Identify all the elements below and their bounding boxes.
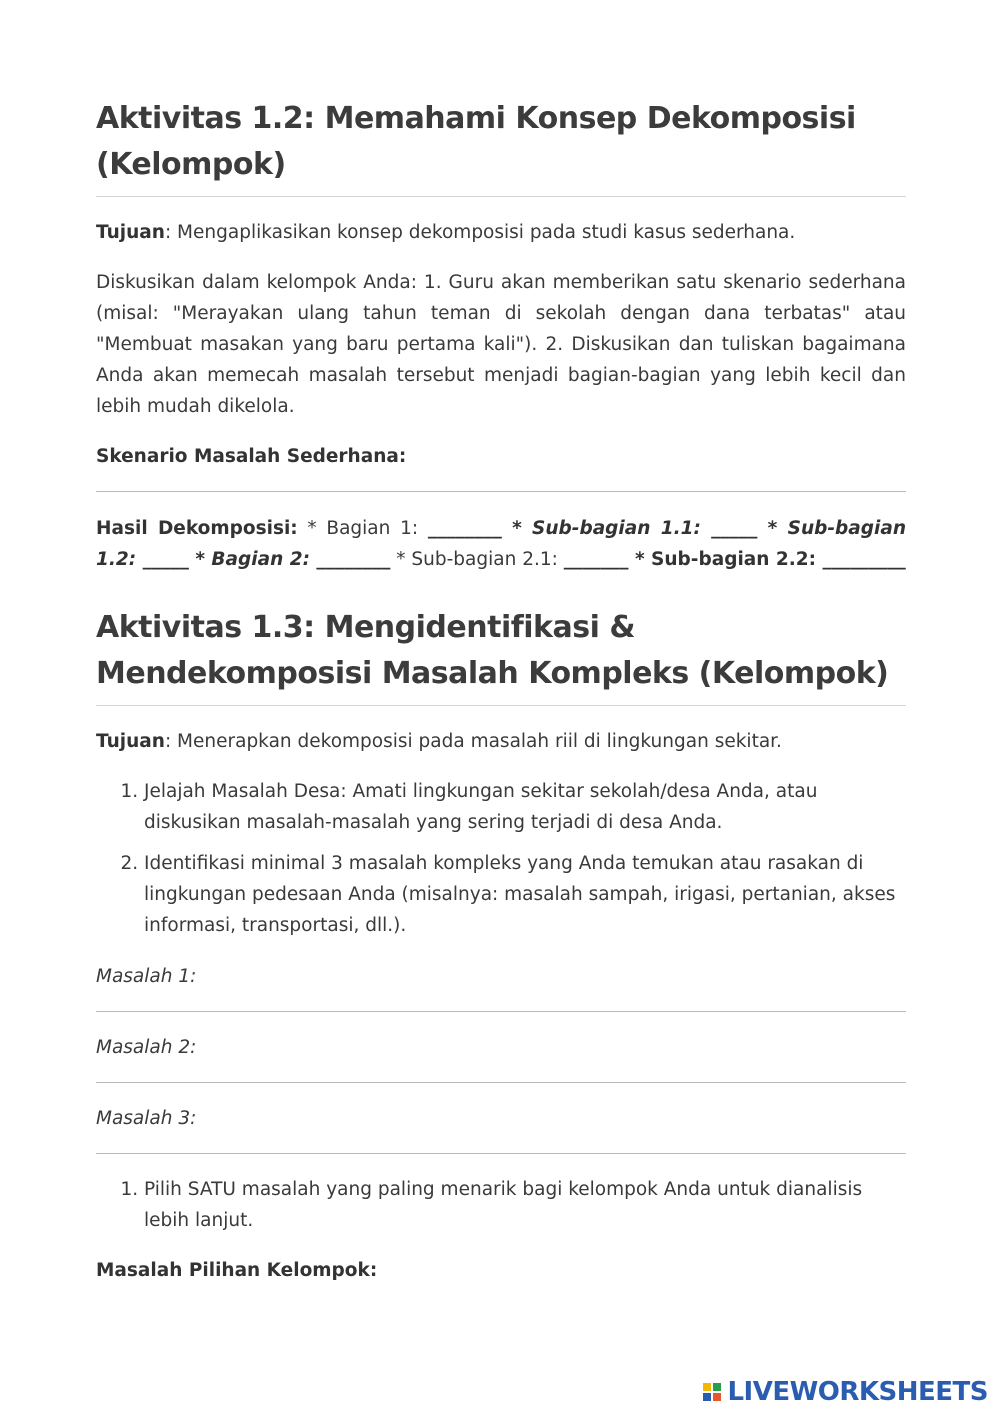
problem-3-label: Masalah 3: — [96, 1108, 197, 1129]
goal-label: Tujuan — [96, 731, 165, 752]
blank-sub-1-1[interactable]: _____ — [711, 518, 758, 539]
blank-sub-2-1[interactable]: _______ — [563, 549, 629, 570]
goal-label: Tujuan — [96, 222, 165, 243]
goal-text: : Mengaplikasikan konsep dekomposisi pada studi kasus sederhana. — [164, 222, 796, 243]
logo-cube — [703, 1383, 711, 1391]
problem-1-answer-line[interactable] — [96, 1011, 906, 1012]
scenario-answer-line[interactable] — [96, 491, 906, 492]
decomposition-result: Hasil Dekomposisi: * Bagian 1: ________ * Sub-bagian 1.1: _____ * Sub-bagian 1.2: _____ * Bagian 2: ________ * Sub-bagian 2.1: _______ * Sub-bagian 2.2: _________ — [96, 518, 907, 570]
list-item: 1. Jelajah Masalah Desa: Amati lingkungan sekitar sekolah/desa Anda, atau diskusikan masalah-masalah yang sering terjadi di desa Anda. — [144, 776, 906, 838]
list-item: 1. Pilih SATU masalah yang paling menarik bagi kelompok Anda untuk dianalisis lebih lanjut. — [144, 1174, 906, 1236]
logo-cube — [703, 1393, 711, 1401]
activity-1-3-title: Aktivitas 1.3: Mengidentifikasi & Mendekomposisi Masalah Kompleks (Kelompok) — [96, 605, 906, 706]
activity-1-2-goal — [96, 217, 906, 248]
worksheet-page — [96, 96, 906, 1286]
result-label: Hasil Dekomposisi: — [96, 518, 298, 539]
blank-sub-1-2[interactable]: _____ — [142, 549, 189, 570]
list-item: 2. Identifikasi minimal 3 masalah kompleks yang Anda temukan atau rasakan di lingkungan pedesaan Anda (misalnya: masalah sampah, irigasi, pertanian, akses informasi, transportasi, dll.). — [144, 848, 906, 941]
problem-3-answer-line[interactable] — [96, 1153, 906, 1154]
logo-text: LIVEWORKSHEETS — [727, 1377, 988, 1407]
chosen-problem-label: Masalah Pilihan Kelompok: — [96, 1260, 378, 1281]
blank-sub-2-2[interactable]: _________ — [822, 549, 906, 570]
blank-part-2[interactable]: ________ — [316, 549, 391, 570]
activity-1-2-instructions: Diskusikan dalam kelompok Anda: 1. Guru akan memberikan satu skenario sederhana (misal: "Merayakan ulang tahun teman di sekolah dengan dana terbatas" atau "Membuat masakan yang baru pertama kali"). 2. Diskusikan dan tuliskan bagaimana Anda akan memecah masalah tersebut menjadi bagian-bagian yang lebih kecil dan lebih mudah dikelola. — [96, 272, 906, 417]
goal-text: : Menerapkan dekomposisi pada masalah riil di lingkungan sekitar. — [164, 731, 782, 752]
scenario-label: Skenario Masalah Sederhana: — [96, 446, 407, 467]
blank-part-1[interactable]: ________ — [427, 518, 502, 539]
activity-1-2-title: Aktivitas 1.2: Memahami Konsep Dekomposisi (Kelompok) — [96, 96, 906, 197]
activity-1-3-goal — [96, 726, 906, 757]
liveworksheets-logo — [703, 1375, 988, 1409]
logo-cube — [713, 1393, 721, 1401]
problem-1-label: Masalah 1: — [96, 966, 197, 987]
next-step-list — [96, 1174, 906, 1236]
problem-2-label: Masalah 2: — [96, 1037, 197, 1058]
problem-2-answer-line[interactable] — [96, 1082, 906, 1083]
activity-1-3-steps — [96, 776, 906, 941]
logo-cube — [713, 1383, 721, 1391]
logo-cubes-icon — [703, 1383, 721, 1401]
